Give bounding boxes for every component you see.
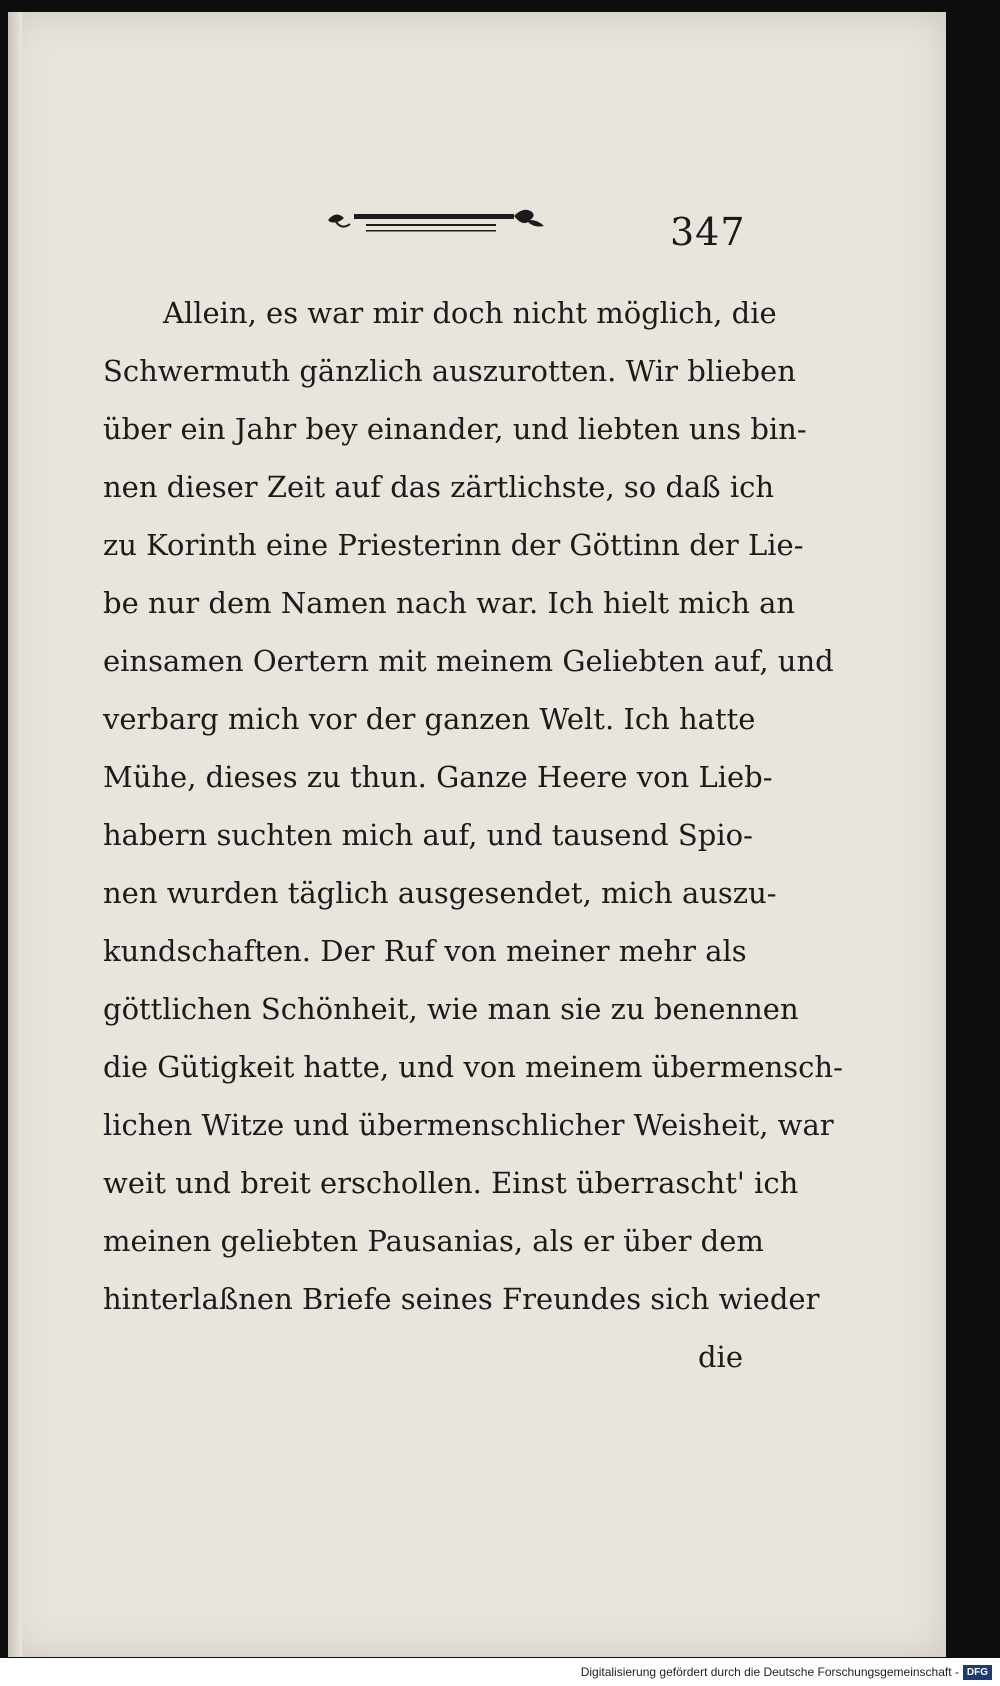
- text-line: habern suchten mich auf, und tausend Spio-: [103, 818, 753, 852]
- decorative-rule-ornament: [326, 202, 558, 238]
- text-line: Schwermuth gänzlich auszurotten. Wir blieben: [103, 354, 796, 388]
- text-line: nen dieser Zeit auf das zärtlichste, so daß ich: [103, 470, 775, 504]
- text-line: einsamen Oertern mit meinem Geliebten auf, und: [103, 644, 834, 678]
- text-line: weit und breit erschollen. Einst überrascht' ich: [103, 1166, 799, 1200]
- page-edge-shadow: [8, 12, 22, 1657]
- text-line: verbarg mich vor der ganzen Welt. Ich hatte: [103, 702, 756, 736]
- footer-credit-text: Digitalisierung gefördert durch die Deutsche Forschungsgemeinschaft -: [580, 1665, 959, 1679]
- catchword: die: [697, 1340, 743, 1374]
- text-line: über ein Jahr bey einander, und liebten uns bin-: [103, 412, 807, 446]
- text-line: be nur dem Namen nach war. Ich hielt mich an: [103, 586, 796, 620]
- text-line: nen wurden täglich ausgesendet, mich auszu-: [103, 876, 777, 910]
- text-line: zu Korinth eine Priesterinn der Göttinn der Lie-: [103, 528, 804, 562]
- page-number: 347: [670, 210, 746, 254]
- text-line: Mühe, dieses zu thun. Ganze Heere von Lieb-: [103, 760, 773, 794]
- book-page: [8, 12, 946, 1657]
- text-line: lichen Witze und übermenschlicher Weisheit, war: [103, 1108, 834, 1142]
- text-line: göttlichen Schönheit, wie man sie zu benennen: [103, 992, 799, 1026]
- text-line: Allein, es war mir doch nicht möglich, die: [163, 296, 777, 330]
- text-line: hinterlaßnen Briefe seines Freundes sich wieder: [103, 1282, 820, 1316]
- body-text: [103, 284, 843, 1386]
- text-line: die Gütigkeit hatte, und von meinem übermensch-: [103, 1050, 843, 1084]
- digitization-credit-footer: [0, 1658, 1000, 1686]
- dfg-logo[interactable]: DFG: [963, 1665, 992, 1680]
- text-line: kundschaften. Der Ruf von meiner mehr als: [103, 934, 747, 968]
- text-line: meinen geliebten Pausanias, als er über dem: [103, 1224, 764, 1258]
